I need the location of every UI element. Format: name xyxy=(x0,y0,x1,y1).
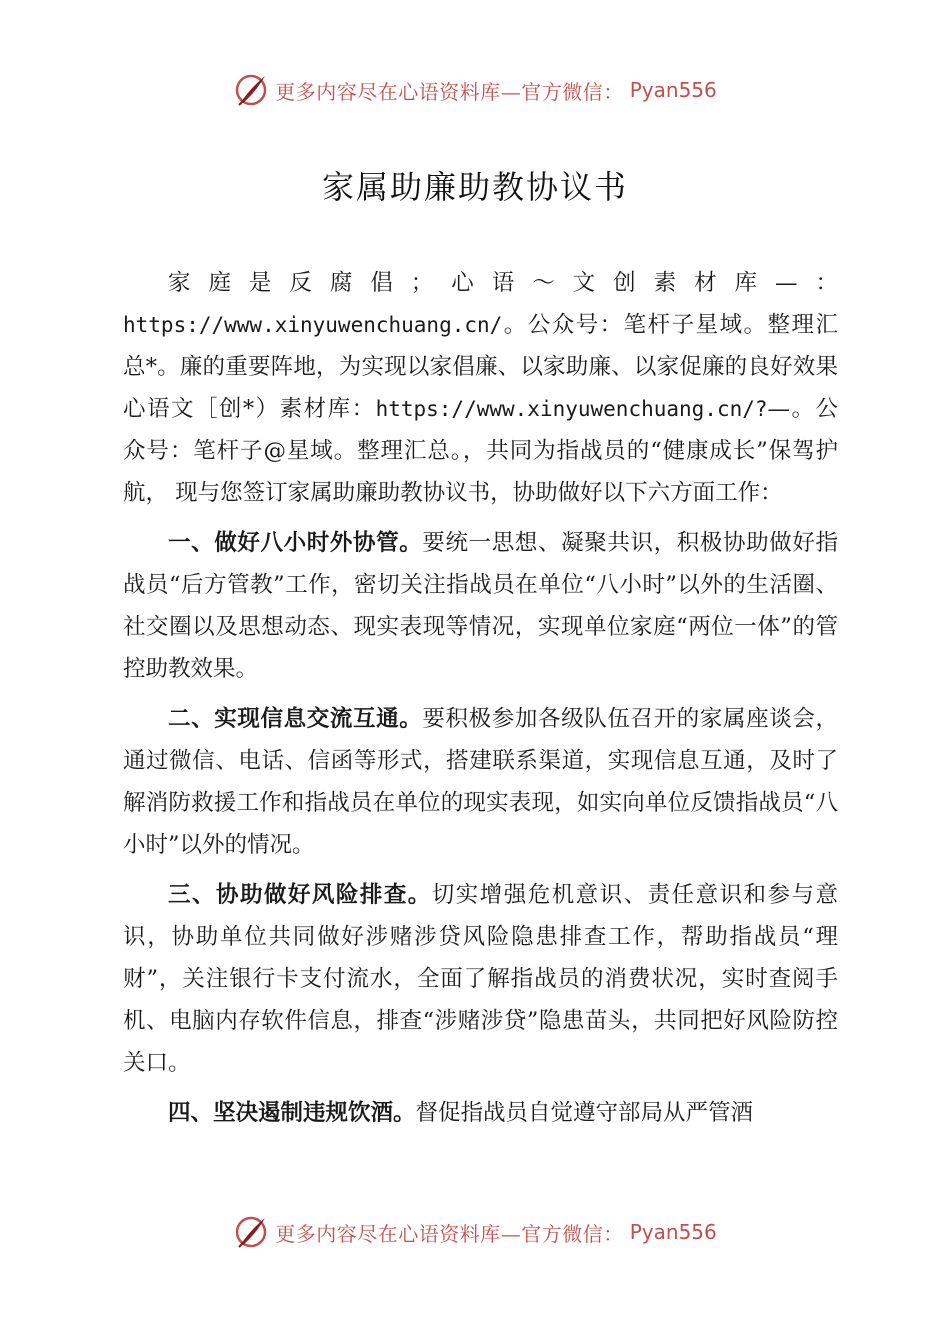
section-paragraph xyxy=(123,1092,838,1134)
intro-url-1: https://www.xinyuwenchuang.cn/ xyxy=(123,313,503,337)
section-text: 切实增强危机意识、责任意识和参与意识，协助单位共同做好涉赌涉贷风险隐患排查工作，帮助指战员“理财”，关注银行卡支付流水，全面了解指战员的消费状况，实时查阅手机、电脑内存软件信息，排查“涉赌涉贷”隐患苗头，共同把好风险防控关口。 xyxy=(123,882,838,1076)
quill-logo-icon xyxy=(233,1214,269,1250)
banner-text: 更多内容尽在心语资料库—官方微信： xyxy=(275,1221,624,1246)
banner-wechat-id: Pyan556 xyxy=(629,1220,717,1244)
section-text: 要统一思想、凝聚共识，积极协助做好指战员“后方管教”工作，密切关注指战员在单位“八小时”以外的生活圈、社交圈以及思想动态、现实表现等情况，实现单位家庭“两位一体”的管控助教效果。 xyxy=(123,530,838,682)
banner-text: 更多内容尽在心语资料库—官方微信： xyxy=(275,79,624,104)
section-paragraph xyxy=(123,874,838,1084)
intro-text-2: 。公众号：笔杆子星域。整理汇总*。廉的重要阵地，为实现以家倡廉、以家助廉、以家促廉的良好效果心语文［创*）素材库： xyxy=(123,312,838,422)
section-text: 要积极参加各级队伍召开的家属座谈会，通过微信、电话、信函等形式，搭建联系渠道，实现信息互通，及时了解消防救援工作和指战员在单位的现实表现，如实向单位反馈指战员“八小时”以外的情况。 xyxy=(123,706,838,858)
intro-paragraph xyxy=(123,262,838,514)
intro-url-2: https://www.xinyuwenchuang.cn/? xyxy=(375,397,768,421)
footer-banner xyxy=(0,1214,950,1250)
quill-logo-icon xyxy=(233,72,269,108)
banner-wechat-id: Pyan556 xyxy=(629,78,717,102)
section-paragraph xyxy=(123,522,838,690)
section-heading: 一、做好八小时外协管。 xyxy=(168,530,423,556)
section-heading: 三、协助做好风险排查。 xyxy=(168,882,432,908)
section-heading: 二、实现信息交流互通。 xyxy=(168,706,423,732)
document-title: 家属助廉助教协议书 xyxy=(321,168,628,206)
intro-text-1: 家庭是反腐倡；心语～文创素材库—： xyxy=(168,270,838,296)
section-paragraph xyxy=(123,698,838,866)
document-body xyxy=(123,262,838,1142)
section-heading: 四、坚决遏制违规饮酒。 xyxy=(168,1100,416,1126)
intro-text-3: —。公众号：笔杆子@星域。整理汇总。，共同为指战员的“健康成长”保驾护航， 现与您签订家属助廉助教协议书，协助做好以下六方面工作： xyxy=(123,396,838,506)
section-text: 督促指战员自觉遵守部局从严管酒 xyxy=(415,1100,754,1126)
header-banner xyxy=(0,72,950,108)
